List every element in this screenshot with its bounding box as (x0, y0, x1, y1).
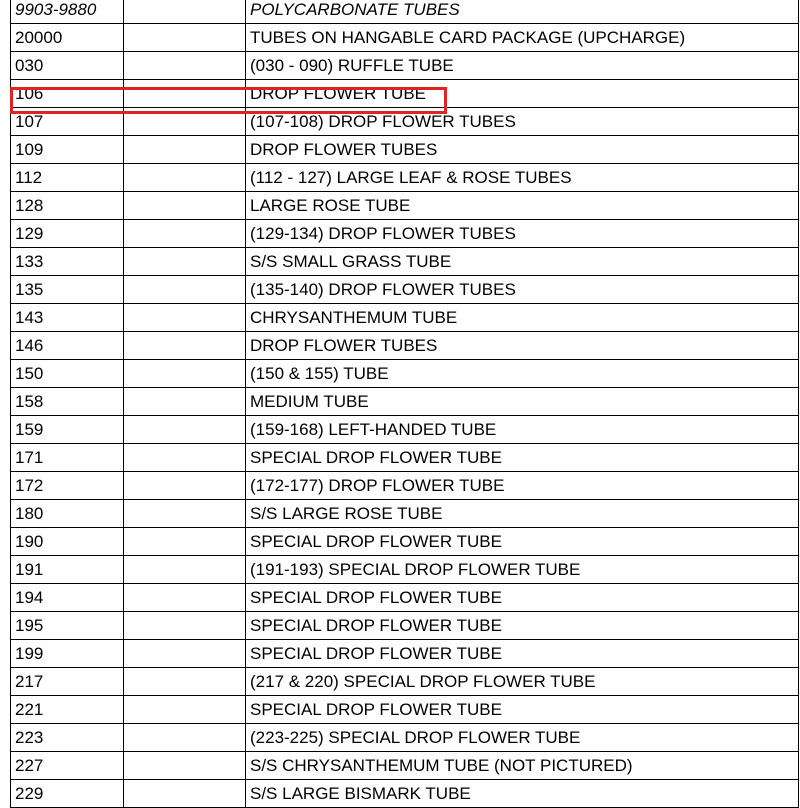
blank-cell[interactable] (124, 332, 246, 360)
description-cell[interactable]: DROP FLOWER TUBES (246, 136, 799, 164)
description-cell[interactable]: (217 & 220) SPECIAL DROP FLOWER TUBE (246, 668, 799, 696)
description-cell[interactable]: CHRYSANTHEMUM TUBE (246, 304, 799, 332)
description-cell[interactable]: POLYCARBONATE TUBES (246, 0, 799, 24)
code-cell[interactable]: 9903-9880 (11, 0, 124, 24)
blank-cell[interactable] (124, 276, 246, 304)
table-body (11, 0, 799, 808)
blank-cell[interactable] (124, 640, 246, 668)
code-cell[interactable]: 199 (11, 640, 124, 668)
description-cell[interactable]: SPECIAL DROP FLOWER TUBE (246, 528, 799, 556)
code-cell[interactable]: 227 (11, 752, 124, 780)
code-cell[interactable]: 133 (11, 248, 124, 276)
blank-cell[interactable] (124, 304, 246, 332)
table-row[interactable] (11, 612, 799, 640)
description-cell[interactable]: (129-134) DROP FLOWER TUBES (246, 220, 799, 248)
blank-cell[interactable] (124, 136, 246, 164)
description-cell[interactable]: (112 - 127) LARGE LEAF & ROSE TUBES (246, 164, 799, 192)
table-row[interactable] (11, 528, 799, 556)
table-row[interactable] (11, 360, 799, 388)
table-row[interactable] (11, 696, 799, 724)
table-row[interactable] (11, 472, 799, 500)
code-cell[interactable]: 150 (11, 360, 124, 388)
table-row[interactable] (11, 640, 799, 668)
code-cell[interactable]: 217 (11, 668, 124, 696)
table-row[interactable] (11, 220, 799, 248)
code-cell[interactable]: 191 (11, 556, 124, 584)
code-cell[interactable]: 143 (11, 304, 124, 332)
table-row[interactable] (11, 556, 799, 584)
code-cell[interactable]: 109 (11, 136, 124, 164)
table-row[interactable] (11, 192, 799, 220)
blank-cell[interactable] (124, 52, 246, 80)
table-row[interactable] (11, 388, 799, 416)
blank-cell[interactable] (124, 780, 246, 808)
code-cell[interactable]: 159 (11, 416, 124, 444)
table-row[interactable] (11, 52, 799, 80)
table-row[interactable] (11, 500, 799, 528)
description-cell[interactable]: MEDIUM TUBE (246, 388, 799, 416)
blank-cell[interactable] (124, 0, 246, 24)
table-row[interactable] (11, 136, 799, 164)
table-row[interactable] (11, 0, 799, 24)
description-cell[interactable]: DROP FLOWER TUBE (246, 80, 799, 108)
description-cell[interactable]: SPECIAL DROP FLOWER TUBE (246, 696, 799, 724)
description-cell[interactable]: SPECIAL DROP FLOWER TUBE (246, 612, 799, 640)
blank-cell[interactable] (124, 24, 246, 52)
blank-cell[interactable] (124, 696, 246, 724)
code-cell[interactable]: 135 (11, 276, 124, 304)
description-cell[interactable]: S/S CHRYSANTHEMUM TUBE (NOT PICTURED) (246, 752, 799, 780)
code-cell[interactable]: 106 (11, 80, 124, 108)
description-cell[interactable]: LARGE ROSE TUBE (246, 192, 799, 220)
blank-cell[interactable] (124, 80, 246, 108)
blank-cell[interactable] (124, 108, 246, 136)
blank-cell[interactable] (124, 584, 246, 612)
blank-cell[interactable] (124, 668, 246, 696)
blank-cell[interactable] (124, 192, 246, 220)
code-cell[interactable]: 171 (11, 444, 124, 472)
description-cell[interactable]: (107-108) DROP FLOWER TUBES (246, 108, 799, 136)
table-row[interactable] (11, 668, 799, 696)
code-cell[interactable]: 229 (11, 780, 124, 808)
description-cell[interactable]: SPECIAL DROP FLOWER TUBE (246, 444, 799, 472)
blank-cell[interactable] (124, 556, 246, 584)
description-cell[interactable]: (223-225) SPECIAL DROP FLOWER TUBE (246, 724, 799, 752)
blank-cell[interactable] (124, 388, 246, 416)
table-row[interactable] (11, 752, 799, 780)
description-cell[interactable]: S/S LARGE ROSE TUBE (246, 500, 799, 528)
price-list-table (10, 0, 799, 808)
table-row[interactable] (11, 332, 799, 360)
blank-cell[interactable] (124, 724, 246, 752)
code-cell[interactable]: 107 (11, 108, 124, 136)
code-cell[interactable]: 180 (11, 500, 124, 528)
description-cell[interactable]: SPECIAL DROP FLOWER TUBE (246, 584, 799, 612)
code-cell[interactable]: 195 (11, 612, 124, 640)
description-cell[interactable]: (159-168) LEFT-HANDED TUBE (246, 416, 799, 444)
table-row[interactable] (11, 164, 799, 192)
table-row[interactable] (11, 248, 799, 276)
table-row[interactable] (11, 304, 799, 332)
blank-cell[interactable] (124, 612, 246, 640)
spreadsheet-sheet (10, 0, 799, 808)
code-cell[interactable]: 129 (11, 220, 124, 248)
description-cell[interactable]: TUBES ON HANGABLE CARD PACKAGE (UPCHARGE) (246, 24, 799, 52)
table-row[interactable] (11, 584, 799, 612)
description-cell[interactable]: (150 & 155) TUBE (246, 360, 799, 388)
blank-cell[interactable] (124, 164, 246, 192)
code-cell[interactable]: 20000 (11, 24, 124, 52)
code-cell[interactable]: 146 (11, 332, 124, 360)
blank-cell[interactable] (124, 416, 246, 444)
table-row[interactable] (11, 444, 799, 472)
blank-cell[interactable] (124, 500, 246, 528)
blank-cell[interactable] (124, 220, 246, 248)
code-cell[interactable]: 128 (11, 192, 124, 220)
description-cell[interactable]: S/S SMALL GRASS TUBE (246, 248, 799, 276)
table-row[interactable] (11, 24, 799, 52)
code-cell[interactable]: 223 (11, 724, 124, 752)
description-cell[interactable]: DROP FLOWER TUBES (246, 332, 799, 360)
blank-cell[interactable] (124, 444, 246, 472)
description-cell[interactable]: (191-193) SPECIAL DROP FLOWER TUBE (246, 556, 799, 584)
table-row[interactable] (11, 276, 799, 304)
description-cell[interactable]: S/S LARGE BISMARK TUBE (246, 780, 799, 808)
blank-cell[interactable] (124, 528, 246, 556)
blank-cell[interactable] (124, 472, 246, 500)
code-cell[interactable]: 172 (11, 472, 124, 500)
blank-cell[interactable] (124, 248, 246, 276)
code-cell[interactable]: 030 (11, 52, 124, 80)
code-cell[interactable]: 194 (11, 584, 124, 612)
code-cell[interactable]: 221 (11, 696, 124, 724)
table-row[interactable] (11, 80, 799, 108)
blank-cell[interactable] (124, 360, 246, 388)
description-cell[interactable]: (135-140) DROP FLOWER TUBES (246, 276, 799, 304)
table-row[interactable] (11, 416, 799, 444)
description-cell[interactable]: (172-177) DROP FLOWER TUBE (246, 472, 799, 500)
description-cell[interactable]: SPECIAL DROP FLOWER TUBE (246, 640, 799, 668)
code-cell[interactable]: 158 (11, 388, 124, 416)
code-cell[interactable]: 190 (11, 528, 124, 556)
description-cell[interactable]: (030 - 090) RUFFLE TUBE (246, 52, 799, 80)
table-row[interactable] (11, 780, 799, 808)
blank-cell[interactable] (124, 752, 246, 780)
code-cell[interactable]: 112 (11, 164, 124, 192)
table-row[interactable] (11, 108, 799, 136)
table-row[interactable] (11, 724, 799, 752)
